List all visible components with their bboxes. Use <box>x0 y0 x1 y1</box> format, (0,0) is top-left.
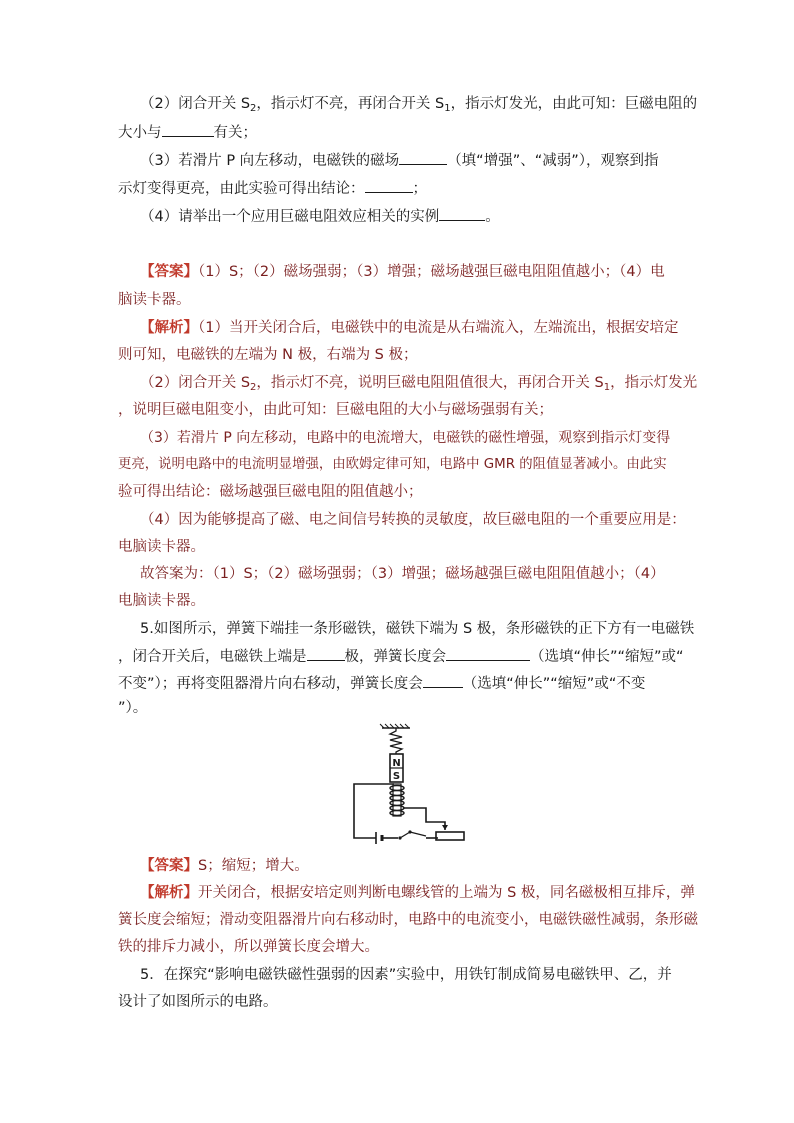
electromagnet-circuit-figure <box>346 722 470 846</box>
q4-part4-line: （4）请举出一个应用巨磁电阻效应相关的实例 。 <box>140 206 500 227</box>
q4-analysis-line1: 【解析】（1）当开关闭合后，电磁铁中的电流是从右端流入，左端流出，根据安培定 <box>140 320 679 336</box>
right-wire <box>403 808 445 830</box>
coil <box>390 786 404 816</box>
rheostat-slider <box>442 825 448 830</box>
q6-line2: 设计了如图所示的电路。 <box>118 994 278 1010</box>
q5-analysis-line3: 铁的排斥力减小，所以弹簧长度会增大。 <box>118 939 379 955</box>
q5-analysis-line2: 簧长度会缩短；滑动变阻器滑片向右移动时，电路中的电流变小，电磁铁磁性减弱，条形磁 <box>118 912 698 928</box>
q4-analysis-part3-line2: 更亮，说明电路中的电流明显增强，由欧姆定律可知，电路中 GMR 的阻值显著减小。由此实 <box>118 457 667 472</box>
q5-line4: ”）。 <box>118 700 148 716</box>
q4-part3-line1: （3）若滑片 P 向左移动，电磁铁的磁场 （填“增强”、“减弱”），观察到指 <box>140 150 658 171</box>
q4-analysis-part4-line1: （4）因为能够提高了磁、电之间信号转换的灵敏度，故巨磁电阻的一个重要应用是： <box>140 512 686 528</box>
blank-line <box>439 206 485 221</box>
left-wire <box>354 784 394 838</box>
q5-line2: ，闭合开关后，电磁铁上端是 极，弹簧长度会 （选填“伸长”“缩短”或“ <box>118 646 684 667</box>
q4-analysis-part2-line1: （2）闭合开关 $S_2$，指示灯不亮，说明巨磁电阻阻值很大，再闭合开关 $S_1$，指示灯发光 <box>140 375 698 393</box>
q4-analysis-part4-line2: 电脑读卡器。 <box>118 539 205 555</box>
q4-analysis-line2: 则可知，电磁铁的左端为 N 极，右端为 S 极； <box>118 347 418 363</box>
magnet-south-label: S <box>392 771 401 782</box>
switch-blade <box>410 832 426 836</box>
blank-line <box>307 646 345 661</box>
q4-answer-line1: 【答案】（1）S；（2）磁场强弱；（3）增强；磁场越强巨磁电阻阻值越小；（4）电 <box>140 264 665 280</box>
q6-line1: 5．在探究“影响电磁铁磁性强弱的因素”实验中，用铁钉制成简易电磁铁甲、乙，并 <box>140 967 672 983</box>
q4-part2-line2: 大小与 有关； <box>118 122 257 143</box>
q4-analysis-part3-line1: （3）若滑片 P 向左移动，电路中的电流增大，电磁铁的磁性增强，观察到指示灯变得 <box>140 430 671 446</box>
q5-answer-line: 【答案】S；缩短；增大。 <box>140 858 309 874</box>
q5-analysis-line1: 【解析】开关闭合，根据安培定则判断电螺线管的上端为 S 极，同名磁极相互排斥，弹 <box>140 885 695 901</box>
q4-analysis-part3-line3: 验可得出结论：磁场越强巨磁电阻的阻值越小； <box>118 484 423 500</box>
q5-line1: 5.如图所示，弹簧下端挂一条形磁铁，磁铁下端为 S 极，条形磁铁的正下方有一电磁铁 <box>140 621 695 637</box>
blank-line <box>399 150 447 165</box>
q4-final-answer-line2: 电脑读卡器。 <box>118 593 205 609</box>
q4-answer-line2: 脑读卡器。 <box>118 292 191 308</box>
rheostat <box>436 832 464 840</box>
spring <box>390 728 402 754</box>
battery <box>376 832 382 844</box>
blank-line <box>446 646 530 661</box>
q4-analysis-part2-line2: ，说明巨磁电阻变小，由此可知：巨磁电阻的大小与磁场强弱有关； <box>118 402 553 418</box>
q4-final-answer-line1: 故答案为：（1）S；（2）磁场强弱；（3）增强；磁场越强巨磁电阻阻值越小；（4） <box>140 566 665 582</box>
magnet-north-label: N <box>392 758 401 769</box>
blank-line <box>365 178 413 193</box>
blank-line <box>423 673 463 688</box>
blank-line <box>162 122 214 137</box>
switch-lever <box>400 832 410 838</box>
q4-part2-line1: （2）闭合开关 $S_2$，指示灯不亮，再闭合开关 $S_1$，指示灯发光，由此可知：巨磁电阻的 <box>140 96 698 114</box>
q5-line3: 不变”）；再将变阻器滑片向右移动，弹簧长度会 （选填“伸长”“缩短”或“不变 <box>118 673 645 694</box>
q4-part3-line2: 示灯变得更亮，由此实验可得出结论： ； <box>118 178 427 199</box>
